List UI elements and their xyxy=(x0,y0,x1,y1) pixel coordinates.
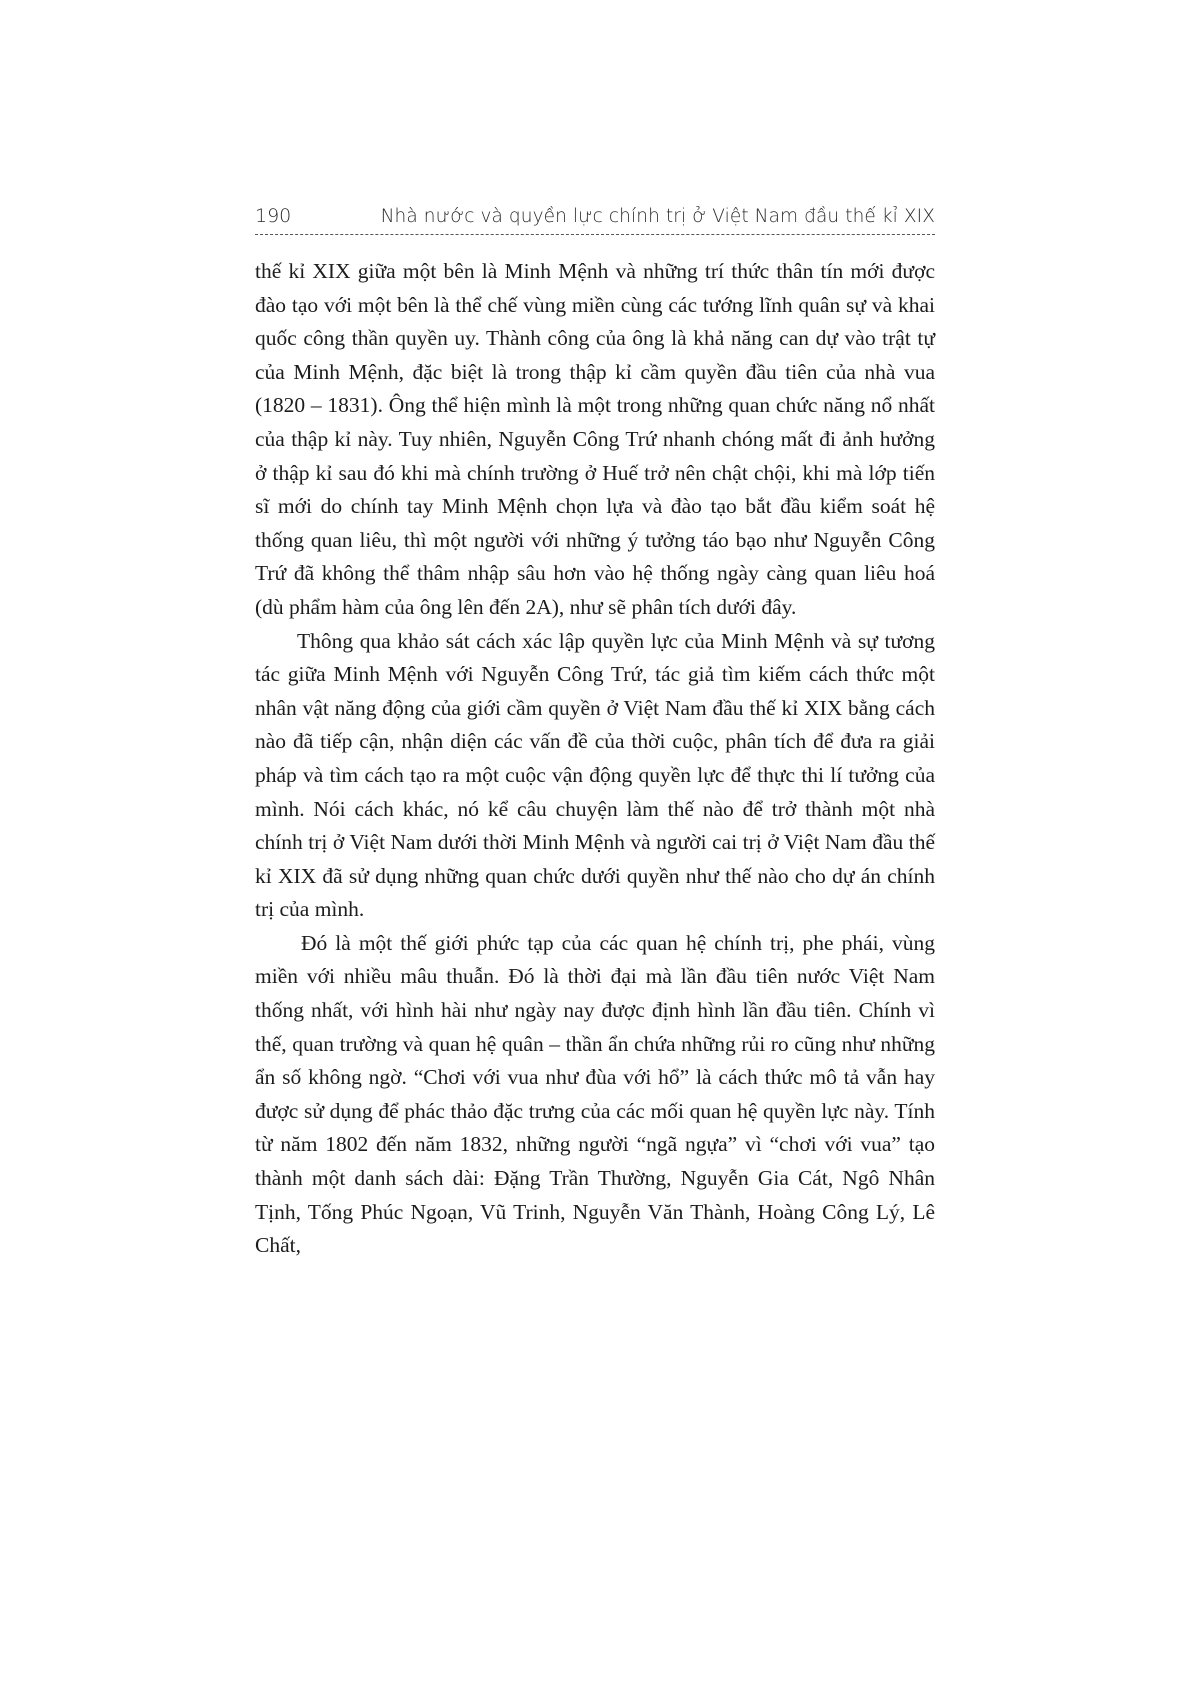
body-text xyxy=(255,255,935,1263)
book-title: Nhà nước và quyền lực chính trị ở Việt Nam đầu thế kỉ XIX xyxy=(380,206,935,227)
paragraph-3: Đó là một thế giới phức tạp của các quan hệ chính trị, phe phái, vùng miền với nhiều mâu thuẫn. Đó là thời đại mà lần đầu tiên nước Việt Nam thống nhất, với hình hài như ngày nay được định hình lần đầu tiên. Chính vì thế, quan trường và quan hệ quân – thần ẩn chứa những rủi ro cũng như những ẩn số không ngờ. “Chơi với vua như đùa với hổ” là cách thức mô tả vẫn hay được sử dụng để phác thảo đặc trưng của các mối quan hệ quyền lực này. Tính từ năm 1802 đến năm 1832, những người “ngã ngựa” vì “chơi với vua” tạo thành một danh sách dài: Đặng Trần Thường, Nguyễn Gia Cát, Ngô Nhân Tịnh, Tống Phúc Ngoạn, Vũ Trinh, Nguyễn Văn Thành, Hoàng Công Lý, Lê Chất, xyxy=(255,930,935,1258)
paragraph-2: Thông qua khảo sát cách xác lập quyền lực của Minh Mệnh và sự tương tác giữa Minh Mệnh với Nguyễn Công Trứ, tác giả tìm kiếm cách thức một nhân vật năng động của giới cầm quyền ở Việt Nam đầu thế kỉ XIX bằng cách nào đã tiếp cận, nhận diện các vấn đề của thời cuộc, phân tích để đưa ra giải pháp và tìm cách tạo ra một cuộc vận động quyền lực để thực thi lí tưởng của mình. Nói cách khác, nó kể câu chuyện làm thế nào để trở thành một nhà chính trị ở Việt Nam dưới thời Minh Mệnh và người cai trị ở Việt Nam đầu thế kỉ XIX đã sử dụng những quan chức dưới quyền như thế nào cho dự án chính trị của mình. xyxy=(255,628,935,922)
paragraph-1: thế kỉ XIX giữa một bên là Minh Mệnh và những trí thức thân tín mới được đào tạo với một bên là thể chế vùng miền cùng các tướng lĩnh quân sự và khai quốc công thần quyền uy. Thành công của ông là khả năng can dự vào trật tự của Minh Mệnh, đặc biệt là trong thập kỉ cầm quyền đầu tiên của nhà vua (1820 – 1831). Ông thể hiện mình là một trong những quan chức năng nổ nhất của thập kỉ này. Tuy nhiên, Nguyễn Công Trứ nhanh chóng mất đi ảnh hưởng ở thập kỉ sau đó khi mà chính trường ở Huế trở nên chật chội, khi mà lớp tiến sĩ mới do chính tay Minh Mệnh chọn lựa và đào tạo bắt đầu kiểm soát hệ thống quan liêu, thì một người với những ý tưởng táo bạo như Nguyễn Công Trứ đã không thể thâm nhập sâu hơn vào hệ thống ngày càng quan liêu hoá (dù phẩm hàm của ông lên đến 2A), như sẽ phân tích dưới đây. xyxy=(255,259,935,619)
running-header xyxy=(255,205,935,235)
book-page xyxy=(255,205,935,1263)
page-number: 190 xyxy=(255,205,292,227)
